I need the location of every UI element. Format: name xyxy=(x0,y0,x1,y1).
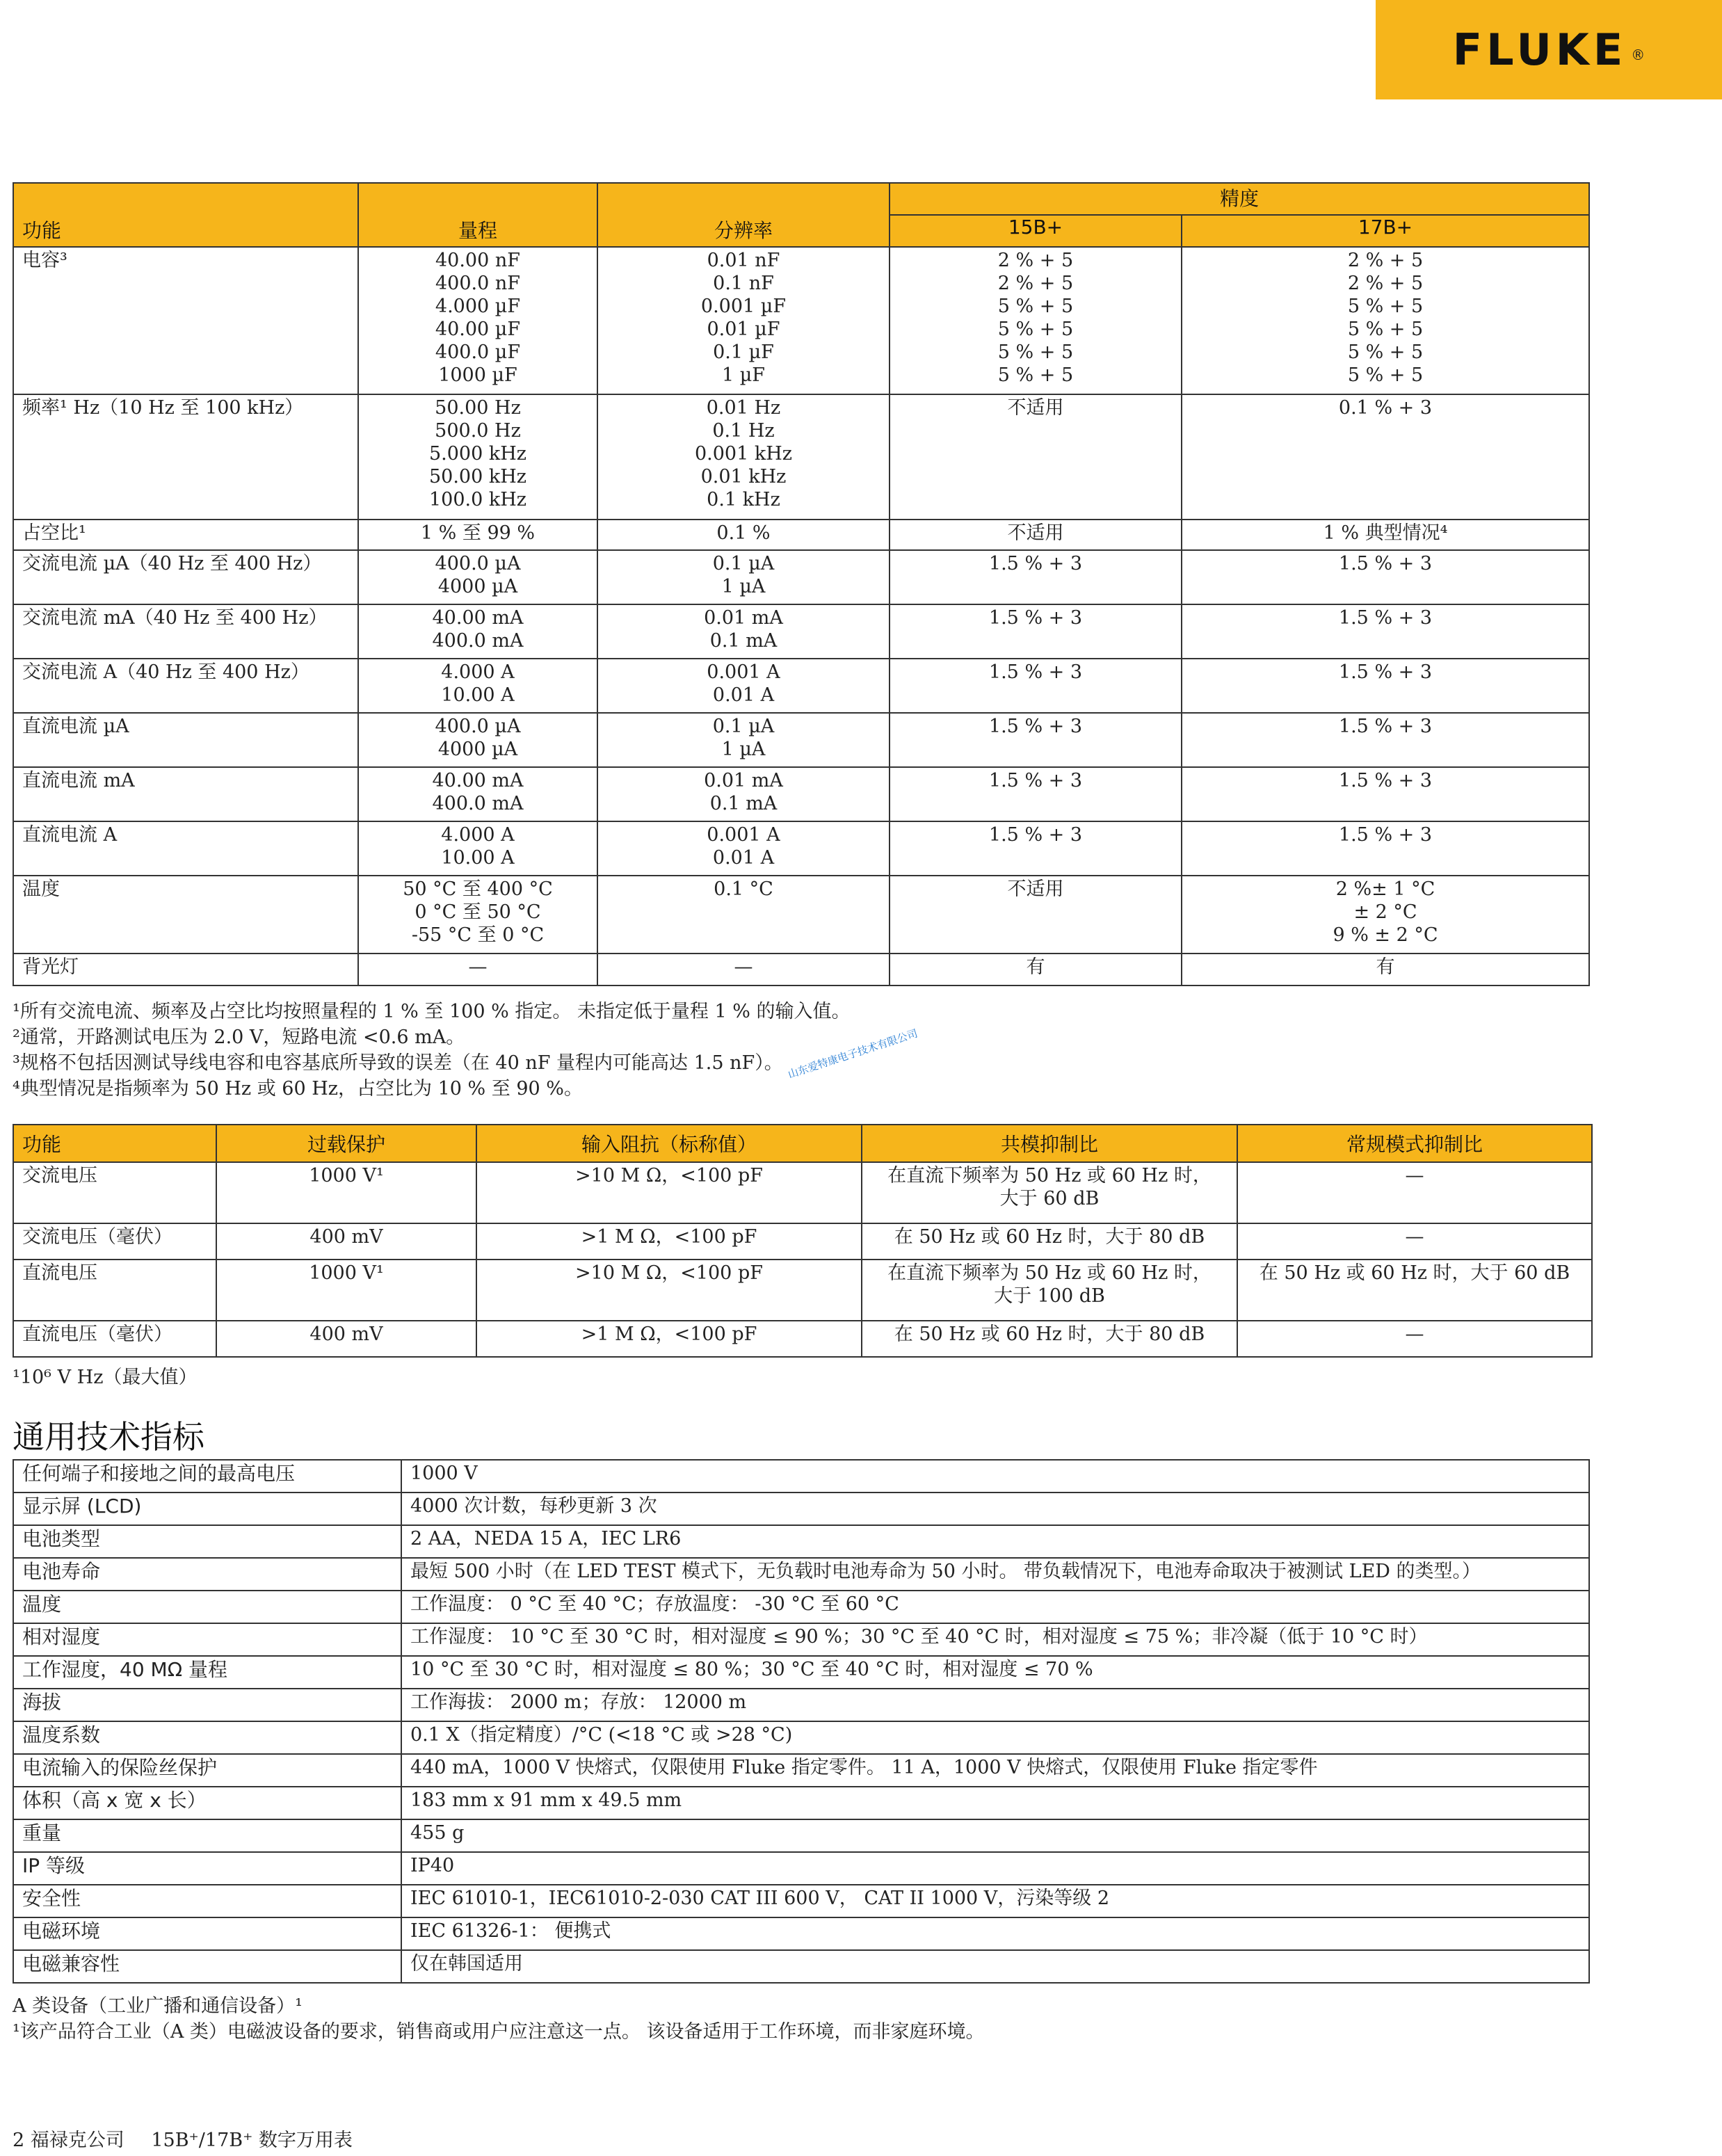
spec-resolution-value: 1 µF xyxy=(721,364,766,386)
voltage-nmrr: — xyxy=(1237,1321,1592,1357)
spec-row xyxy=(13,767,1589,821)
general-key: 电池寿命 xyxy=(13,1558,401,1591)
general-row xyxy=(13,1787,1589,1819)
spec-range-value: 400.0 µA xyxy=(435,716,521,737)
spec-accuracy-15b xyxy=(890,659,1182,713)
spec-accuracy-17b xyxy=(1182,247,1589,394)
general-key: 温度 xyxy=(13,1591,401,1623)
col-function: 功能 xyxy=(13,183,358,247)
footnote-line: ²通常，开路测试电压为 2.0 V，短路电流 <0.6 mA。 xyxy=(13,1027,465,1048)
spec-range-value: 400.0 mA xyxy=(432,793,524,814)
spec-row xyxy=(13,876,1589,954)
spec-accuracy-15b xyxy=(890,604,1182,659)
spec-row xyxy=(13,659,1589,713)
spec-accuracy-15b-value: 1.5 % + 3 xyxy=(988,661,1083,683)
col-accuracy: 精度 xyxy=(890,183,1589,215)
voltage-cmrr xyxy=(862,1260,1237,1321)
spec-range-value: 4000 µA xyxy=(437,739,518,760)
general-spec-table xyxy=(13,1459,1590,1984)
general-value: 183 mm x 91 mm x 49.5 mm xyxy=(401,1787,1589,1819)
spec-resolution-value: 0.01 µF xyxy=(707,319,780,340)
spec-accuracy-15b xyxy=(890,821,1182,876)
general-key: IP 等级 xyxy=(13,1852,401,1885)
voltage-cmrr xyxy=(862,1321,1237,1357)
spec-accuracy-15b xyxy=(890,520,1182,550)
footnote-line: ³规格不包括因测试导线电容和电容基底所导致的误差（在 40 nF 量程内可能高达 1.5 nF）。 xyxy=(13,1052,783,1074)
general-row xyxy=(13,1525,1589,1558)
spec-row xyxy=(13,394,1589,520)
spec-accuracy-17b-value: 9 % ± 2 °C xyxy=(1333,924,1438,946)
col-model-15b: 15B+ xyxy=(890,215,1182,247)
spec-accuracy-17b-value: 1.5 % + 3 xyxy=(1338,607,1433,629)
spec-resolution-value: 1 µA xyxy=(721,576,766,597)
spec-resolution-value: 0.01 A xyxy=(712,684,775,706)
general-value: 工作海拔： 2000 m；存放： 12000 m xyxy=(401,1689,1589,1721)
general-key: 相对湿度 xyxy=(13,1623,401,1656)
spec-function: 直流电流 mA xyxy=(13,767,358,821)
spec-resolution-value: 0.1 µA xyxy=(712,553,775,574)
general-row xyxy=(13,1460,1589,1493)
voltage-impedance: >1 M Ω，<100 pF xyxy=(476,1223,862,1260)
general-row xyxy=(13,1689,1589,1721)
spec-accuracy-15b-value: 1.5 % + 3 xyxy=(988,607,1083,629)
general-value: 10 °C 至 30 °C 时，相对湿度 ≤ 80 %；30 °C 至 40 °C 时，相对湿度 ≤ 70 % xyxy=(401,1656,1589,1689)
general-row xyxy=(13,1819,1589,1852)
spec-function: 交流电流 A（40 Hz 至 400 Hz） xyxy=(13,659,358,713)
spec-range-value: 400.0 mA xyxy=(432,630,524,652)
spec-function: 占空比¹ xyxy=(13,520,358,550)
general-row xyxy=(13,1721,1589,1754)
col-resolution: 分辨率 xyxy=(597,183,890,247)
footnote-line: ⁴典型情况是指频率为 50 Hz 或 60 Hz，占空比为 10 % 至 90 %。 xyxy=(13,1078,583,1100)
spec-range-value: 50.00 kHz xyxy=(428,466,526,488)
general-value: 1000 V xyxy=(401,1460,1589,1493)
spec-accuracy-17b xyxy=(1182,394,1589,520)
spec-accuracy-17b-value: 0.1 % + 3 xyxy=(1338,397,1433,419)
general-value: 最短 500 小时（在 LED TEST 模式下，无负载时电池寿命为 50 小时。 带负载情况下，电池寿命取决于被测试 LED 的类型。） xyxy=(401,1558,1589,1591)
general-value: 455 g xyxy=(401,1819,1589,1852)
voltage-function: 交流电压 xyxy=(13,1162,216,1223)
spec-row xyxy=(13,520,1589,550)
spec-accuracy-15b-value: 5 % + 5 xyxy=(997,319,1074,340)
general-key: 重量 xyxy=(13,1819,401,1852)
cmrr-line: 在直流下频率为 50 Hz 或 60 Hz 时， xyxy=(887,1262,1212,1284)
footnote-line: ¹该产品符合工业（A 类）电磁波设备的要求，销售商或用户应注意这一点。 该设备适用于工作环境，而非家庭环境。 xyxy=(13,2021,985,2043)
spec-accuracy-17b xyxy=(1182,550,1589,604)
spec-range-value: 0 °C 至 50 °C xyxy=(415,901,541,923)
general-key: 电池类型 xyxy=(13,1525,401,1558)
spec-range xyxy=(358,954,597,986)
footer-page: 2 福禄克公司 xyxy=(13,2130,124,2151)
voltage-nmrr: 在 50 Hz 或 60 Hz 时，大于 60 dB xyxy=(1237,1260,1592,1321)
general-row xyxy=(13,1917,1589,1950)
spec-range-value: 500.0 Hz xyxy=(435,420,521,442)
spec-function: 频率¹ Hz（10 Hz 至 100 kHz） xyxy=(13,394,358,520)
spec-range xyxy=(358,767,597,821)
col-function: 功能 xyxy=(13,1125,216,1162)
spec-resolution-value: 0.001 A xyxy=(707,824,780,846)
spec-resolution-value: 0.1 mA xyxy=(709,630,778,652)
spec-accuracy-15b xyxy=(890,876,1182,954)
spec-range-value: 10.00 A xyxy=(441,847,515,869)
spec-function: 交流电流 mA（40 Hz 至 400 Hz） xyxy=(13,604,358,659)
spec-resolution xyxy=(597,550,890,604)
general-key: 任何端子和接地之间的最高电压 xyxy=(13,1460,401,1493)
watermark: 山东爱特康电子技术有限公司 xyxy=(786,1027,919,1081)
spec-row xyxy=(13,821,1589,876)
spec-accuracy-15b xyxy=(890,394,1182,520)
voltage-function: 交流电压（毫伏） xyxy=(13,1223,216,1260)
voltage-row xyxy=(13,1223,1592,1260)
footnote-line: A 类设备（工业广播和通信设备）¹ xyxy=(13,1995,303,2017)
spec-accuracy-17b xyxy=(1182,821,1589,876)
voltage-nmrr: — xyxy=(1237,1162,1592,1223)
voltage-impedance: >10 M Ω，<100 pF xyxy=(476,1162,862,1223)
cmrr-line: 在直流下频率为 50 Hz 或 60 Hz 时， xyxy=(887,1165,1212,1186)
general-value: 工作温度： 0 °C 至 40 °C；存放温度： -30 °C 至 60 °C xyxy=(401,1591,1589,1623)
voltage-impedance: >1 M Ω，<100 pF xyxy=(476,1321,862,1357)
voltage-overload: 1000 V¹ xyxy=(216,1162,476,1223)
spec-range xyxy=(358,394,597,520)
spec-range-value: 400.0 µA xyxy=(435,553,521,574)
spec-accuracy-17b xyxy=(1182,659,1589,713)
spec-row xyxy=(13,713,1589,767)
footnote-line: ¹所有交流电流、频率及占空比均按照量程的 1 % 至 100 % 指定。 未指定低于量程 1 % 的输入值。 xyxy=(13,1001,851,1022)
spec-resolution xyxy=(597,713,890,767)
spec-resolution xyxy=(597,520,890,550)
voltage-row xyxy=(13,1260,1592,1321)
spec-function: 直流电流 A xyxy=(13,821,358,876)
spec-range-value: 50.00 Hz xyxy=(435,397,521,419)
spec-range xyxy=(358,821,597,876)
general-footnotes xyxy=(13,1993,985,2045)
spec-resolution-value: — xyxy=(734,956,753,978)
spec-range-value: 400.0 µF xyxy=(435,341,521,363)
page-footer xyxy=(13,2125,373,2152)
spec-function: 背光灯 xyxy=(13,954,358,986)
spec-accuracy-17b xyxy=(1182,713,1589,767)
col-model-17b: 17B+ xyxy=(1182,215,1589,247)
spec-function: 直流电流 µA xyxy=(13,713,358,767)
spec-accuracy-15b-value: 2 % + 5 xyxy=(997,250,1074,271)
spec-resolution-value: 0.01 Hz xyxy=(706,397,781,419)
general-key: 电磁环境 xyxy=(13,1917,401,1950)
spec-accuracy-17b xyxy=(1182,767,1589,821)
spec-resolution-value: 0.1 kHz xyxy=(707,489,780,510)
spec-function: 温度 xyxy=(13,876,358,954)
col-range: 量程 xyxy=(358,183,597,247)
spec-range-value: 1000 µF xyxy=(438,364,517,386)
general-value: IEC 61326-1： 便携式 xyxy=(401,1917,1589,1950)
spec-range-value: 100.0 kHz xyxy=(428,489,526,510)
spec-accuracy-17b-value: 2 % + 5 xyxy=(1347,250,1424,271)
voltage-cmrr xyxy=(862,1223,1237,1260)
spec-range-value: 40.00 mA xyxy=(432,770,524,791)
general-key: 电磁兼容性 xyxy=(13,1950,401,1983)
spec-resolution-value: 0.01 kHz xyxy=(700,466,787,488)
spec-resolution-value: 0.1 Hz xyxy=(712,420,775,442)
spec-accuracy-15b xyxy=(890,954,1182,986)
spec-accuracy-15b-value: 1.5 % + 3 xyxy=(988,824,1083,846)
spec-accuracy-17b-value: 1.5 % + 3 xyxy=(1338,716,1433,737)
spec-accuracy-17b xyxy=(1182,604,1589,659)
general-key: 电流输入的保险丝保护 xyxy=(13,1754,401,1787)
cmrr-line: 在 50 Hz 或 60 Hz 时，大于 80 dB xyxy=(894,1226,1205,1248)
general-key: 海拔 xyxy=(13,1689,401,1721)
spec-resolution-value: 0.1 µF xyxy=(713,341,774,363)
spec-row xyxy=(13,550,1589,604)
spec-resolution xyxy=(597,954,890,986)
voltage-input-table xyxy=(13,1124,1593,1358)
general-value: IEC 61010-1，IEC61010-2-030 CAT III 600 V， CAT II 1000 V，污染等级 2 xyxy=(401,1885,1589,1917)
spec-accuracy-15b-value: 1.5 % + 3 xyxy=(988,716,1083,737)
spec-resolution-value: 0.1 µA xyxy=(712,716,775,737)
general-value: 4000 次计数，每秒更新 3 次 xyxy=(401,1493,1589,1525)
spec-resolution-value: 0.01 mA xyxy=(704,607,783,629)
spec-row xyxy=(13,247,1589,394)
spec-range-value: 40.00 µF xyxy=(435,319,521,340)
spec-resolution-value: 0.001 µF xyxy=(700,296,787,317)
spec-range xyxy=(358,520,597,550)
spec-accuracy-17b-value: 1.5 % + 3 xyxy=(1338,824,1433,846)
logo-text: FLUKE xyxy=(1452,24,1627,75)
voltage-overload: 400 mV xyxy=(216,1223,476,1260)
spec-accuracy-17b-value: 5 % + 5 xyxy=(1347,319,1424,340)
spec-function: 电容³ xyxy=(13,247,358,394)
spec-accuracy-17b-value: 1 % 典型情况⁴ xyxy=(1323,522,1448,544)
spec-accuracy-15b xyxy=(890,550,1182,604)
voltage-overload: 1000 V¹ xyxy=(216,1260,476,1321)
footer-product: 15B⁺/17B⁺ 数字万用表 xyxy=(151,2130,353,2151)
section-title: 通用技术指标 xyxy=(13,1418,204,1456)
spec-resolution-value: 0.01 mA xyxy=(704,770,783,791)
spec-function: 交流电流 µA（40 Hz 至 400 Hz） xyxy=(13,550,358,604)
spec-accuracy-15b xyxy=(890,713,1182,767)
spec-accuracy-17b-value: 5 % + 5 xyxy=(1347,341,1424,363)
voltage-overload: 400 mV xyxy=(216,1321,476,1357)
spec-resolution xyxy=(597,659,890,713)
spec-range xyxy=(358,604,597,659)
col-cmrr: 共模抑制比 xyxy=(862,1125,1237,1162)
spec-accuracy-17b-value: 有 xyxy=(1376,956,1395,978)
spec-resolution-value: 0.001 A xyxy=(707,661,780,683)
voltage-impedance: >10 M Ω，<100 pF xyxy=(476,1260,862,1321)
spec-resolution-value: 0.01 A xyxy=(712,847,775,869)
spec-resolution xyxy=(597,604,890,659)
spec-range xyxy=(358,550,597,604)
spec-accuracy-15b-value: 1.5 % + 3 xyxy=(988,770,1083,791)
spec-accuracy-17b xyxy=(1182,520,1589,550)
general-key: 工作湿度，40 MΩ 量程 xyxy=(13,1656,401,1689)
general-key: 显示屏 (LCD) xyxy=(13,1493,401,1525)
spec-resolution-value: 0.001 kHz xyxy=(694,443,792,465)
spec-accuracy-15b-value: 不适用 xyxy=(1007,522,1064,544)
spec-accuracy-15b-value: 5 % + 5 xyxy=(997,341,1074,363)
spec-resolution xyxy=(597,767,890,821)
fluke-logo xyxy=(1376,0,1722,99)
spec-resolution xyxy=(597,394,890,520)
cmrr-line: 大于 60 dB xyxy=(999,1188,1100,1209)
voltage-row xyxy=(13,1162,1592,1223)
spec-resolution xyxy=(597,821,890,876)
general-value: 0.1 X（指定精度）/°C (<18 °C 或 >28 °C) xyxy=(401,1721,1589,1754)
general-key: 温度系数 xyxy=(13,1721,401,1754)
spec-resolution-value: 0.1 °C xyxy=(714,878,773,900)
col-overload: 过载保护 xyxy=(216,1125,476,1162)
general-value: 工作湿度： 10 °C 至 30 °C 时，相对湿度 ≤ 90 %；30 °C 至 40 °C 时，相对湿度 ≤ 75 %；非冷凝（低于 10 °C 时） xyxy=(401,1623,1589,1656)
spec-range xyxy=(358,659,597,713)
general-key: 体积（高 x 宽 x 长） xyxy=(13,1787,401,1819)
spec-range-value: 400.0 nF xyxy=(435,273,520,294)
spec-range xyxy=(358,247,597,394)
spec-accuracy-17b-value: 1.5 % + 3 xyxy=(1338,661,1433,683)
spec-footnotes xyxy=(13,999,851,1102)
voltage-footnote: ¹10⁶ V Hz（最大值） xyxy=(13,1367,198,1388)
spec-resolution-value: 0.1 % xyxy=(716,522,771,544)
voltage-row xyxy=(13,1321,1592,1357)
spec-accuracy-17b-value: 1.5 % + 3 xyxy=(1338,553,1433,574)
general-value: 2 AA，NEDA 15 A，IEC LR6 xyxy=(401,1525,1589,1558)
spec-range-value: 5.000 kHz xyxy=(428,443,526,465)
col-impedance: 输入阻抗（标称值） xyxy=(476,1125,862,1162)
spec-range-value: 10.00 A xyxy=(441,684,515,706)
spec-range-value: 40.00 nF xyxy=(435,250,520,271)
voltage-function: 直流电压（毫伏） xyxy=(13,1321,216,1357)
spec-range xyxy=(358,876,597,954)
spec-resolution-value: 0.1 mA xyxy=(709,793,778,814)
spec-accuracy-15b-value: 1.5 % + 3 xyxy=(988,553,1083,574)
spec-accuracy-15b xyxy=(890,247,1182,394)
general-value: 仅在韩国适用 xyxy=(401,1950,1589,1983)
general-row xyxy=(13,1591,1589,1623)
general-row xyxy=(13,1558,1589,1591)
spec-range-value: 40.00 mA xyxy=(432,607,524,629)
spec-accuracy-17b xyxy=(1182,876,1589,954)
spec-accuracy-17b xyxy=(1182,954,1589,986)
spec-row xyxy=(13,604,1589,659)
spec-range-value: 4.000 A xyxy=(441,824,515,846)
general-value: IP40 xyxy=(401,1852,1589,1885)
general-row xyxy=(13,1493,1589,1525)
spec-accuracy-17b-value: 2 % + 5 xyxy=(1347,273,1424,294)
spec-resolution-value: 1 µA xyxy=(721,739,766,760)
cmrr-line: 大于 100 dB xyxy=(994,1285,1105,1307)
spec-accuracy-17b-value: 5 % + 5 xyxy=(1347,296,1424,317)
spec-range xyxy=(358,713,597,767)
spec-accuracy-15b-value: 不适用 xyxy=(1007,397,1064,419)
general-row xyxy=(13,1656,1589,1689)
spec-accuracy-17b-value: 1.5 % + 3 xyxy=(1338,770,1433,791)
cmrr-line: 在 50 Hz 或 60 Hz 时，大于 80 dB xyxy=(894,1324,1205,1345)
spec-range-value: 4.000 A xyxy=(441,661,515,683)
spec-accuracy-15b-value: 不适用 xyxy=(1007,878,1064,900)
spec-accuracy-15b-value: 5 % + 5 xyxy=(997,364,1074,386)
spec-row xyxy=(13,954,1589,986)
spec-range-value: — xyxy=(468,956,488,978)
spec-accuracy-15b xyxy=(890,767,1182,821)
spec-accuracy-15b-value: 5 % + 5 xyxy=(997,296,1074,317)
spec-accuracy-17b-value: 2 %± 1 °C xyxy=(1335,878,1435,900)
voltage-nmrr: — xyxy=(1237,1223,1592,1260)
general-row xyxy=(13,1754,1589,1787)
voltage-cmrr xyxy=(862,1162,1237,1223)
general-row xyxy=(13,1885,1589,1917)
spec-resolution xyxy=(597,247,890,394)
spec-resolution xyxy=(597,876,890,954)
spec-accuracy-15b-value: 有 xyxy=(1026,956,1045,978)
spec-accuracy-15b-value: 2 % + 5 xyxy=(997,273,1074,294)
general-row xyxy=(13,1950,1589,1983)
spec-range-value: 1 % 至 99 % xyxy=(420,522,536,544)
spec-range-value: 4000 µA xyxy=(437,576,518,597)
spec-resolution-value: 0.01 nF xyxy=(707,250,780,271)
registered-mark: ® xyxy=(1631,46,1645,63)
col-nmrr: 常规模式抑制比 xyxy=(1237,1125,1592,1162)
measurement-spec-table xyxy=(13,182,1590,986)
spec-range-value: 4.000 µF xyxy=(435,296,521,317)
general-key: 安全性 xyxy=(13,1885,401,1917)
voltage-function: 直流电压 xyxy=(13,1260,216,1321)
spec-accuracy-17b-value: ± 2 °C xyxy=(1353,901,1417,923)
spec-range-value: -55 °C 至 0 °C xyxy=(411,924,545,946)
general-row xyxy=(13,1852,1589,1885)
general-row xyxy=(13,1623,1589,1656)
spec-resolution-value: 0.1 nF xyxy=(713,273,774,294)
spec-range-value: 50 °C 至 400 °C xyxy=(403,878,553,900)
general-value: 440 mA，1000 V 快熔式，仅限使用 Fluke 指定零件。 11 A，1000 V 快熔式，仅限使用 Fluke 指定零件 xyxy=(401,1754,1589,1787)
spec-accuracy-17b-value: 5 % + 5 xyxy=(1347,364,1424,386)
